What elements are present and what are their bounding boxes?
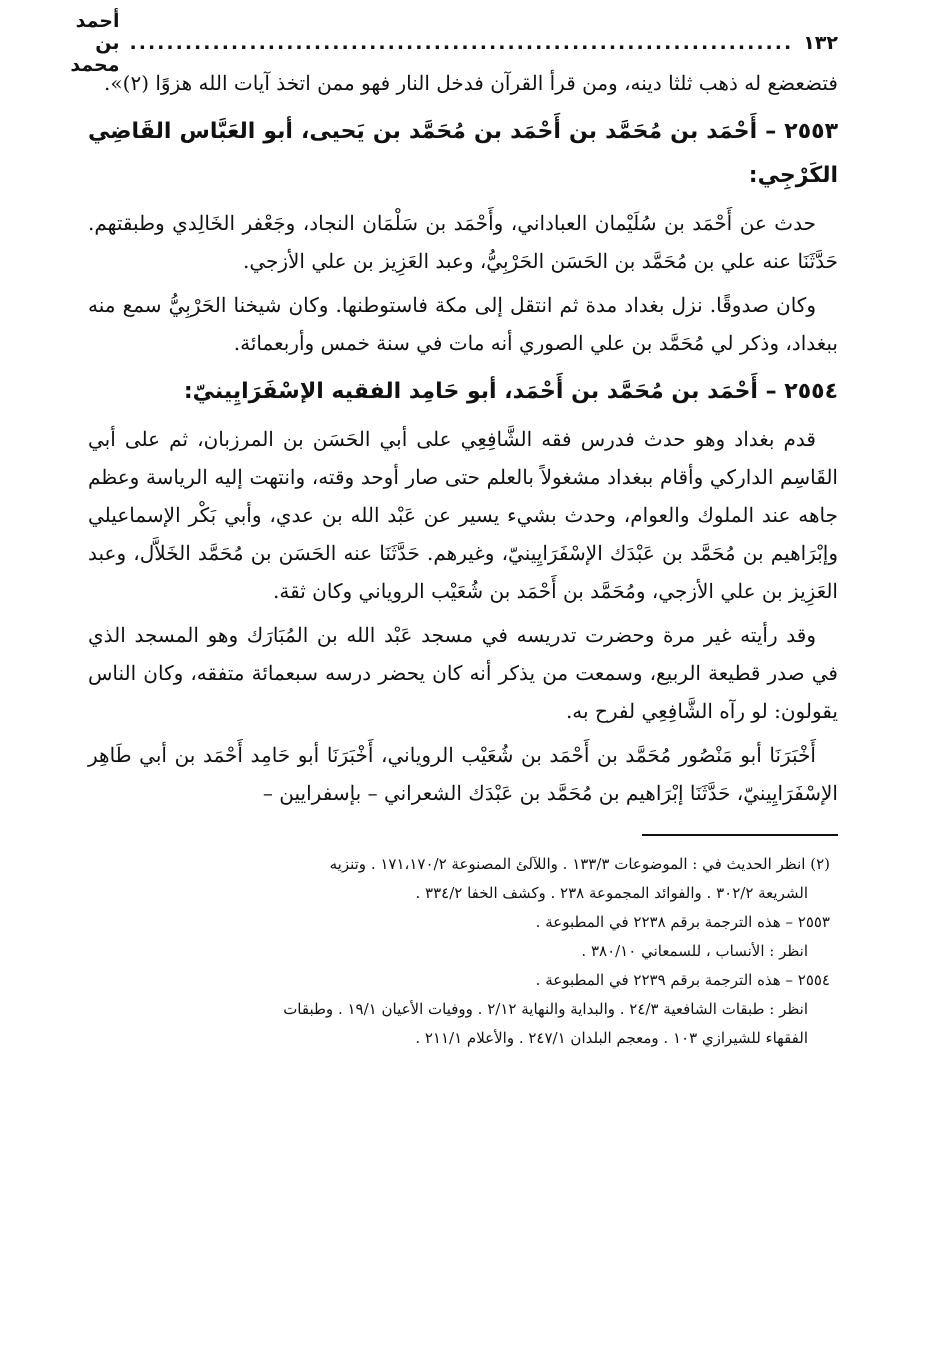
- page-number: ١٣٢: [803, 32, 838, 54]
- entry-2553: [88, 110, 838, 362]
- footnote-line: ٢٥٥٤ – هذه الترجمة برقم ٢٢٣٩ في المطبوعة .: [535, 971, 830, 989]
- footnote-line: الشريعة ٣٠٢/٢ . والفوائد المجموعة ٢٣٨ . وكشف الخفا ٣٣٤/٢ .: [415, 884, 808, 902]
- running-header: [70, 10, 838, 76]
- footnote-line: (٢) انظر الحديث في : الموضوعات ١٣٣/٣ . واللآلئ المصنوعة ١٧١،١٧٠/٢ . وتنزيه: [329, 855, 830, 873]
- entry-paragraph: حدث عن أَحْمَد بن سُلَيْمان العباداني، وأَحْمَد بن سَلْمَان النجاد، وجَعْفر الخَالِدي وطبقتهم. حَدَّثَنَا عنه علي بن مُحَمَّد بن الحَسَن الحَرْبِيُّ، وعبد العَزِيز بن علي الأزجي.: [88, 211, 838, 273]
- footnote-line: الفقهاء للشيرازي ١٠٣ . ومعجم البلدان ٢٤٧/١ . والأعلام ٢١١/١ .: [415, 1029, 808, 1047]
- entry-2554: [88, 370, 838, 812]
- entry-paragraph: أَخْبَرَنَا أبو مَنْصُور مُحَمَّد بن أَحْمَد بن شُعَيْب الروياني، أَخْبَرَنَا أبو حَامِد أَحْمَد بن أبي طَاهِر الإسْفَرَايِينيّ، حَدَّثَنَا إبْرَاهيم بن مُحَمَّد بن عَبْدَك الشعراني – بإسفرايين –: [88, 743, 838, 805]
- entry-paragraph: وقد رأيته غير مرة وحضرت تدريسه في مسجد عَبْد الله بن المُبَارَك وهو المسجد الذي في صدر قطيعة الربيع، وسمعت من يذكر أنه كان يحضر درسه سبعمائة متفقه، وكان الناس يقولون: لو رآه الشَّافِعِي لفرح به.: [88, 623, 838, 723]
- footnotes: [88, 850, 838, 1053]
- footnote-line: انظر : طبقات الشافعية ٢٤/٣ . والبداية والنهاية ٢/١٢ . ووفيات الأعيان ١٩/١ . وطبقات: [283, 1000, 808, 1018]
- entry-heading: ٢٥٥٣ – أَحْمَد بن مُحَمَّد بن أَحْمَد بن مُحَمَّد بن يَحيى، أبو العَبَّاس القَاضِي الكَرْجِي:: [88, 119, 838, 188]
- entry-heading: ٢٥٥٤ – أَحْمَد بن مُحَمَّد بن أَحْمَد، أبو حَامِد الفقيه الإسْفَرَايِينيّ:: [183, 379, 838, 404]
- footnote-line: ٢٥٥٣ – هذه الترجمة برقم ٢٢٣٨ في المطبوعة .: [535, 913, 830, 931]
- book-page: [70, 10, 838, 1053]
- continuation-paragraph: فتضعضع له ذهب ثلثا دينه، ومن قرأ القرآن فدخل النار فهو ممن اتخذ آيات الله هزوًا (٢)».: [104, 71, 838, 95]
- entry-paragraph: وكان صدوقًا. نزل بغداد مدة ثم انتقل إلى مكة فاستوطنها. وكان شيخنا الحَرْبِيُّ سمع منه ببغداد، وذكر لي مُحَمَّد بن علي الصوري أنه مات في سنة خمس وأربعمائة.: [88, 293, 838, 355]
- footnote-line: انظر : الأنساب ، للسمعاني ٣٨٠/١٠ .: [581, 942, 808, 960]
- running-title: أحمد بن محمد: [70, 10, 120, 76]
- entry-paragraph: قدم بغداد وهو حدث فدرس فقه الشَّافِعِي على أبي الحَسَن بن المرزبان، ثم على أبي القَاسِم الداركي وأقام ببغداد مشغولاً بالعلم حتى صار أوحد وقته، وانتهت إليه الرياسة وعظم جاهه عند الملوك والعوام، وحدث بشيء يسير عن عَبْد الله بن عدي، وأبي بَكْر الإسماعيلي وإبْرَاهيم بن مُحَمَّد بن عَبْدَك الإسْفَرَايِينيّ، وغيرهم. حَدَّثَنَا عنه الحَسَن بن مُحَمَّد الخَلاَّل، وعبد العَزِيز بن علي الأزجي، ومُحَمَّد بن أَحْمَد بن شُعَيْب الروياني وكان ثقة.: [88, 427, 838, 603]
- footnote-separator: [642, 834, 838, 836]
- header-leader-dots: ........................................................................: [129, 32, 794, 54]
